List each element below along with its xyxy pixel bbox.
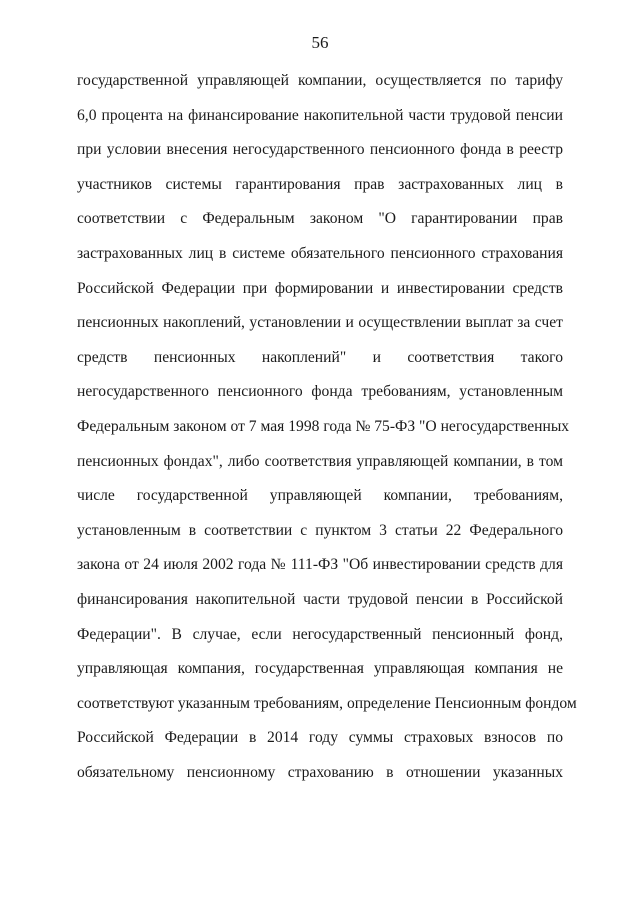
text-line: соответствии с Федеральным законом "О гарантировании прав: [77, 210, 563, 228]
text-line: при условии внесения негосударственного пенсионного фонда в реестр: [77, 141, 563, 159]
text-line: соответствуют указанным требованиям, определение Пенсионным фондом: [77, 694, 577, 712]
text-line: финансирования накопительной части трудовой пенсии в Российской: [77, 590, 563, 608]
text-line: пенсионных фондах", либо соответствия управляющей компании, в том: [77, 452, 563, 470]
text-line: участников системы гарантирования прав застрахованных лиц в: [77, 175, 563, 193]
text-line: закона от 24 июля 2002 года № 111-ФЗ "Об инвестировании средств для: [77, 556, 563, 574]
text-line: обязательному пенсионному страхованию в отношении указанных: [77, 763, 563, 781]
text-line: Российской Федерации при формировании и инвестировании средств: [77, 279, 563, 297]
text-line: средств пенсионных накоплений" и соответствия такого: [77, 348, 563, 366]
text-line: застрахованных лиц в системе обязательного пенсионного страхования: [77, 244, 563, 262]
text-line: Российской Федерации в 2014 году суммы страховых взносов по: [77, 729, 563, 747]
text-line: 6,0 процента на финансирование накопительной части трудовой пенсии: [77, 106, 563, 124]
text-line: Федерации". В случае, если негосударственный пенсионный фонд,: [77, 625, 563, 643]
text-line: управляющая компания, государственная управляющая компания не: [77, 660, 563, 678]
text-line: Федеральным законом от 7 мая 1998 года № 75-ФЗ "О негосударственных: [77, 417, 570, 435]
text-line: пенсионных накоплений, установлении и осуществлении выплат за счет: [77, 314, 563, 332]
body-text: [77, 71, 577, 797]
text-line: негосударственного пенсионного фонда требованиям, установленным: [77, 383, 563, 401]
text-line: установленным в соответствии с пунктом 3 статьи 22 Федерального: [77, 521, 563, 539]
text-line: государственной управляющей компании, осуществляется по тарифу: [77, 72, 563, 89]
text-line: числе государственной управляющей компании, требованиям,: [77, 487, 563, 505]
page-number: 56: [311, 33, 329, 52]
